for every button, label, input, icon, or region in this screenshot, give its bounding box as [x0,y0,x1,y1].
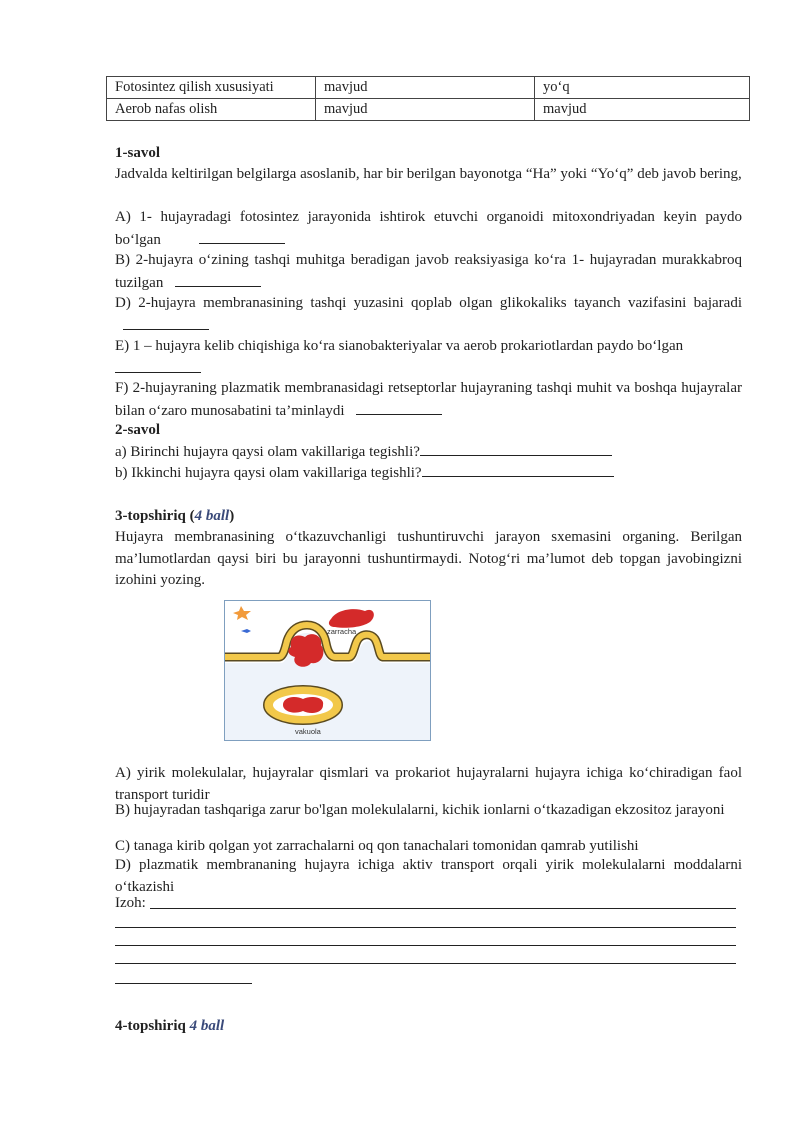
table-cell: mavjud [316,77,535,99]
table-cell: mavjud [316,99,535,121]
q1-statement-e-text: E) 1 – hujayra kelib chiqishiga ko‘ra sianobakteriyalar va aerob prokariotlardan paydo bo‘lgan [115,338,684,354]
answer-blank-b[interactable] [175,272,261,287]
table-cell: yo‘q [535,77,750,99]
answer-line[interactable] [115,927,736,928]
table-cell: Fotosintez qilish xususiyati [107,77,316,99]
task4-heading [115,1016,742,1038]
q2-item-b [115,462,742,485]
q1-heading: 1-savol [115,145,160,161]
q1-statement-b-text: B) 2-hujayra o‘zining tashqi muhitga beradigan javob reaksiyasiga ko‘ra 1- hujayradan murakkabroq tuzilgan [115,252,742,291]
endocytosis-diagram [224,600,431,741]
q2-item-a [115,441,742,464]
label-vakuola: vakuola [295,727,321,736]
small-molecule-blue [241,629,251,633]
task3-heading-text: 3-topshiriq ( [115,508,195,524]
q1-statement-f-text: F) 2-hujayraning plazmatik membranasidagi retseptorlar hujayraning tashqi muhit va boshqa hujayralar bilan o‘zaro munosabatini ta’minlaydi [115,380,742,419]
q1-statement-d [115,293,742,337]
q2-heading: 2-savol [115,422,160,438]
task3-points: 4 ball [194,508,230,524]
answer-blank-f[interactable] [356,400,442,415]
q1-statement-f [115,378,742,422]
answer-line[interactable] [115,963,736,964]
q1-statement-a [115,207,742,251]
label-zarracha: zarracha [327,627,357,636]
table-cell: mavjud [535,99,750,121]
comparison-table [106,76,750,121]
q1-statement-e [115,336,742,380]
vacuole-particle [283,697,323,713]
answer-line[interactable] [150,908,736,909]
table-row [107,77,750,99]
q1-statement-b [115,250,742,294]
table-cell: Aerob nafas olish [107,99,316,121]
q2-item-b-text: b) Ikkinchi hujayra qaysi olam vakillariga tegishli? [115,465,422,481]
task3-heading-close: ) [229,508,235,524]
task3-heading [115,506,742,528]
answer-blank-q2b[interactable] [422,462,614,477]
answer-blank-q2a[interactable] [420,441,612,456]
q1-statement-d-text: D) 2-hujayra membranasining tashqi yuzasini qoplab olgan glikokaliks tayanch vazifasini bajaradi [115,295,742,311]
answer-blank-d[interactable] [123,315,209,330]
q1-statement-a-text: A) 1- hujayradagi fotosintez jarayonida ishtirok etuvchi organoidi mitoxondriyadan keyin paydo bo‘lgan [115,209,742,248]
q2-item-a-text: a) Birinchi hujayra qaysi olam vakillariga tegishli? [115,444,420,460]
answer-blank-e[interactable] [115,358,201,373]
table-row [107,99,750,121]
answer-blank-a[interactable] [199,229,285,244]
endocytosis-svg [225,601,430,740]
task3-option-b: B) hujayradan tashqariga zarur bo'lgan molekulalarni, kichik ionlarni o‘tkazadigan ekzositoz jarayoni [115,802,725,818]
free-particle [329,609,374,628]
answer-line[interactable] [115,983,252,984]
task3-instruction: Hujayra membranasining o‘tkazuvchanligi tushuntiruvchi jarayon sxemasini organing. Berilgan ma’lumotlardan qaysi biri bu jarayonni tushuntirmaydi. Notog‘ri ma’lumot deb topgan javobingizni izohini yozing. [115,529,742,588]
answer-line[interactable] [115,945,736,946]
task3-option-a: A) yirik molekulalar, hujayralar qismlari va prokariot hujayralarni hujayra ichiga ko‘chiradigan faol transport turidir [115,765,742,803]
task3-option-d: D) plazmatik membrananing hujayra ichiga aktiv transport orqali yirik molekulalarni moddalarni o‘tkazishi [115,857,742,895]
task4-points: 4 ball [189,1018,225,1034]
task3-option-c: C) tanaga kirib qolgan yot zarrachalarni oq qon tanachalari tomonidan qamrab yutilishi [115,838,639,854]
task4-heading-text: 4-topshiriq [115,1018,190,1034]
q1-intro: Jadvalda keltirilgan belgilarga asoslanib, har bir berilgan bayonotga “Ha” yoki “Yo‘q” deb javob bering, [115,166,742,182]
small-molecule-star [233,606,251,620]
izoh-label: Izoh: [115,895,146,911]
